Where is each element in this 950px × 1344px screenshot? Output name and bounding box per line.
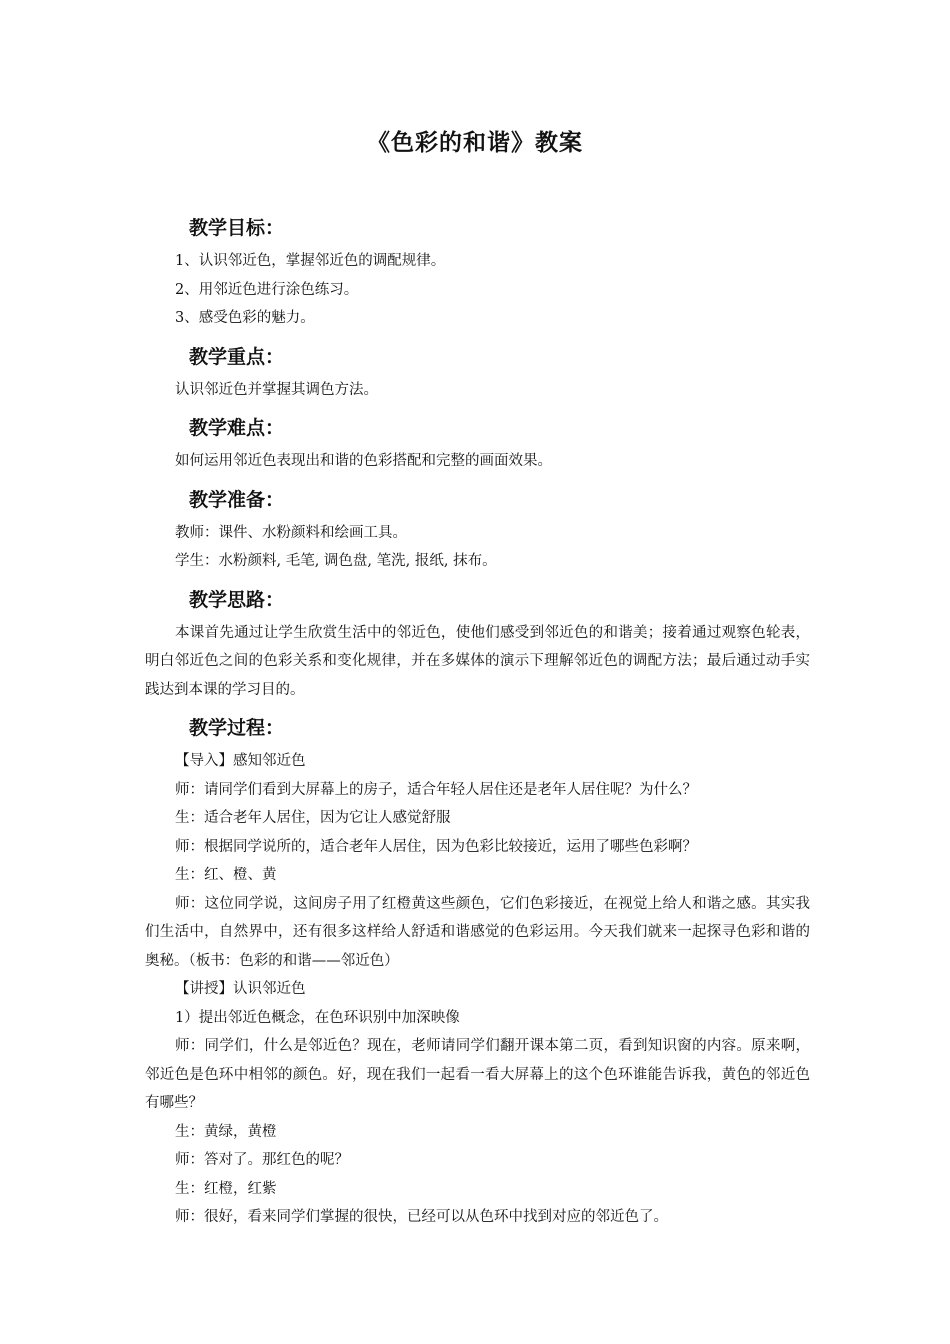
process-section-lecture: 【讲授】认识邻近色 <box>175 981 306 997</box>
document-title: 《色彩的和谐》教案 <box>367 130 583 156</box>
difficulty-text: 如何运用邻近色表现出和谐的色彩搭配和完整的画面效果。 <box>175 453 552 469</box>
approach-heading: 教学思路： <box>189 588 285 611</box>
approach-paragraph: 本课首先通过让学生欣赏生活中的邻近色，使他们感受到邻近色的和谐美；接着通过观察色轮表，明白邻近色之间的色彩关系和变化规律，并在多媒体的演示下理解邻近色的调配方法；最后通过动手实践达到本课的学习目的。 <box>145 624 810 698</box>
difficulty-heading: 教学难点： <box>189 417 285 439</box>
objective-item: 1、认识邻近色，掌握邻近色的调配规律。 <box>175 253 446 269</box>
process-heading: 教学过程： <box>189 717 285 739</box>
key-point-heading: 教学重点： <box>189 345 285 368</box>
dialogue-line: 生：红橙，红紫 <box>175 1180 277 1197</box>
preparation-teacher: 教师：课件、水粉颜料和绘画工具。 <box>175 524 407 541</box>
document-body <box>145 210 810 1232</box>
objectives-heading: 教学目标： <box>189 217 285 239</box>
preparation-heading: 教学准备： <box>189 488 285 511</box>
dialogue-line: 生：红、橙、黄 <box>175 867 277 883</box>
objective-item: 2、用邻近色进行涂色练习。 <box>175 281 359 298</box>
dialogue-line: 师：很好，看来同学们掌握的很快，已经可以从色环中找到对应的邻近色了。 <box>175 1209 668 1225</box>
process-section-intro: 【导入】感知邻近色 <box>175 753 306 769</box>
lecture-step: 1）提出邻近色概念，在色环识别中加深映像 <box>175 1009 460 1026</box>
preparation-student: 学生：水粉颜料, 毛笔, 调色盘, 笔洗, 报纸, 抹布。 <box>175 553 497 569</box>
dialogue-line: 师：根据同学说所的，适合老年人居住，因为色彩比较接近，运用了哪些色彩啊？ <box>175 838 697 855</box>
dialogue-paragraph: 师：这位同学说，这间房子用了红橙黄这些颜色，它们色彩接近，在视觉上给人和谐之感。其实我们生活中，自然界中，还有很多这样给人舒适和谐感觉的色彩运用。今天我们就来一起探寻色彩和谐的奥秘。（板书：色彩的和谐——邻近色） <box>145 895 810 969</box>
dialogue-line: 师：答对了。那红色的呢？ <box>175 1152 349 1168</box>
key-point-text: 认识邻近色并掌握其调色方法。 <box>175 381 378 398</box>
dialogue-line: 生：适合老年人居住，因为它让人感觉舒服 <box>175 810 451 826</box>
dialogue-line: 生：黄绿，黄橙 <box>175 1123 277 1140</box>
dialogue-line: 师：请同学们看到大屏幕上的房子，适合年轻人居住还是老年人居住呢？为什么？ <box>175 781 697 798</box>
dialogue-paragraph: 师：同学们，什么是邻近色？现在，老师请同学们翻开课本第二页，看到知识窗的内容。原来啊，邻近色是色环中相邻的颜色。好，现在我们一起看一看大屏幕上的这个色环谁能告诉我，黄色的邻近色有哪些？ <box>145 1038 810 1111</box>
objective-item: 3、感受色彩的魅力。 <box>175 310 315 326</box>
